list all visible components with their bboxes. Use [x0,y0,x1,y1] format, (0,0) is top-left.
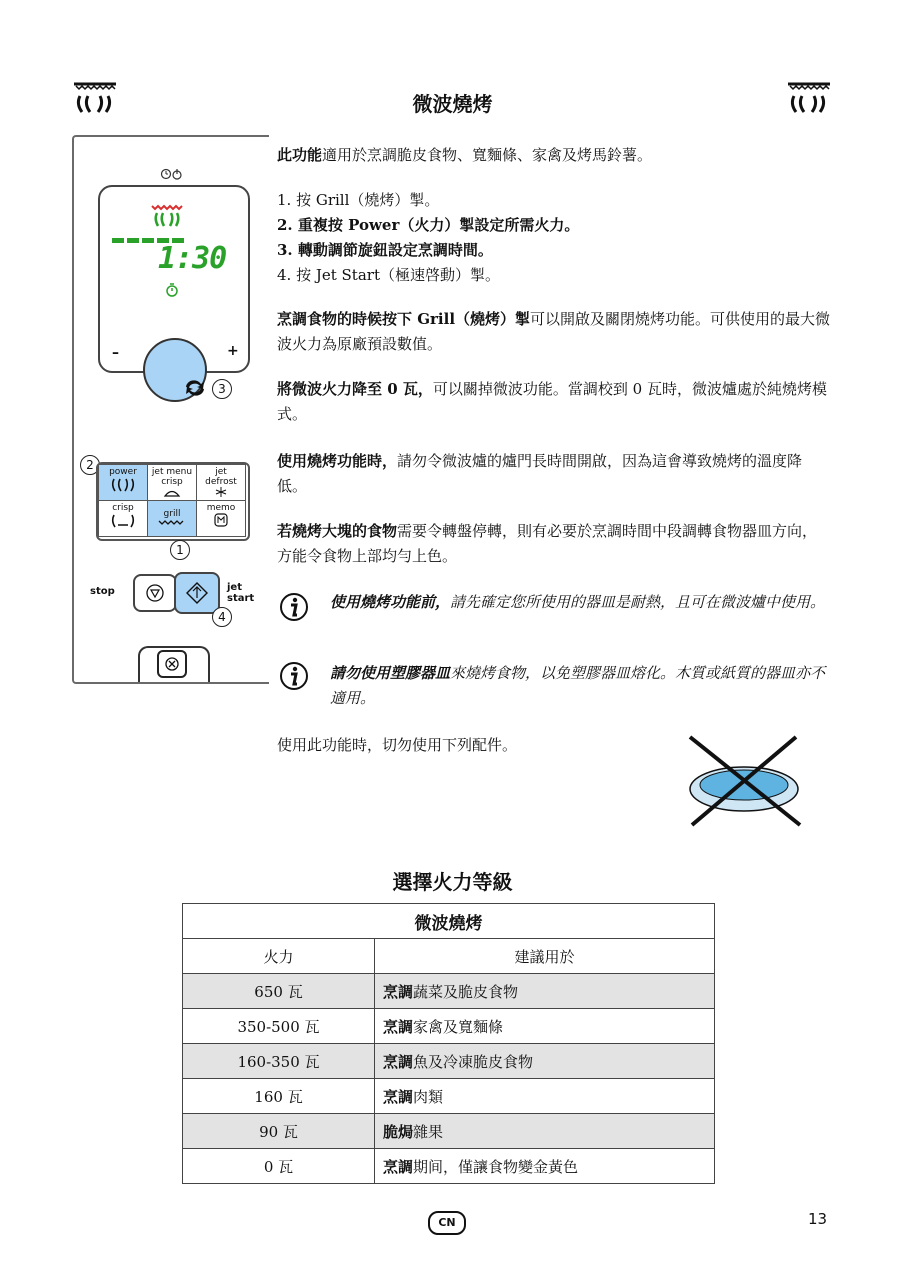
p2-bold: 將微波火力降至 0 瓦， [277,380,433,398]
info-icon [279,592,309,622]
snowflake-icon [215,487,227,497]
use-text: 肉類 [413,1087,444,1106]
note1-bold: 使用燒烤功能前， [330,593,451,611]
paragraph-large-food [277,519,832,569]
power-button-label: power [109,467,137,477]
info-icon [279,661,309,691]
paragraph-zero-watts [277,377,832,427]
intro-paragraph [277,143,832,168]
step-1: 1. 按 Grill（燒烤）掣。 [277,191,440,209]
power-button[interactable] [98,464,148,501]
menu-dish-icon [162,487,182,499]
door-open-icon [159,652,185,676]
stop-button[interactable] [133,574,177,612]
power-cell: 0 瓦 [183,1149,375,1184]
use-text: 蔬菜及脆皮食物 [413,982,519,1001]
accessory-warning: 使用此功能時，切勿使用下列配件。 [277,736,518,754]
use-bold: 烹調 [383,982,414,1001]
crisp-button[interactable] [98,500,148,537]
step-3: 3. 轉動調節旋鈕設定烹調時間。 [277,241,493,259]
rotate-arrows-icon [182,377,208,399]
grill-zigzag-icon [157,519,187,527]
plus-label: + [227,343,239,359]
grill-button-label: grill [163,509,181,519]
callout-2: 2 [80,455,100,475]
table-row [183,1044,715,1079]
minus-label: – [112,345,119,361]
stop-label: stop [90,586,115,597]
use-cell [375,1009,715,1044]
memo-button[interactable] [196,500,246,537]
crisp-button-label: crisp [112,503,134,513]
note-plastic [330,661,830,711]
page-number: 13 [808,1210,828,1228]
p3-bold: 使用燒烤功能時， [277,452,398,470]
crossed-dish-icon [684,733,806,829]
stop-icon [135,576,175,610]
power-cell: 90 瓦 [183,1114,375,1149]
intro-bold: 此功能 [277,146,323,164]
power-waves-icon [108,477,138,493]
use-bold: 烹調 [383,1157,414,1176]
callout-4: 4 [212,607,232,627]
jet-start-button[interactable] [174,572,220,614]
grill-button[interactable] [147,500,197,537]
timer-icon [165,282,179,298]
paragraph-door-warning [277,449,832,499]
p3-text: 請勿令微波爐的爐門長時間開啟，因為這會導致燒烤的溫度降低。 [277,452,803,495]
step-2: 2. 重複按 Power（火力）掣設定所需火力。 [277,216,580,234]
use-cell [375,1044,715,1079]
power-level-table [182,903,715,1184]
clock-power-icon [160,167,184,181]
power-cell: 350-500 瓦 [183,1009,375,1044]
door-open-button[interactable] [157,650,187,678]
display-time: 1:30 [158,241,227,276]
language-badge: CN [428,1211,466,1235]
page-title: 微波燒烤 [412,92,493,116]
step-4: 4. 按 Jet Start（極速啓動）掣。 [277,266,500,284]
paragraph-grill-toggle [277,307,832,357]
table-row [183,1149,715,1184]
power-cell: 160 瓦 [183,1079,375,1114]
callout-3: 3 [212,379,232,399]
table-row [183,974,715,1009]
callout-1: 1 [170,540,190,560]
use-cell [375,1149,715,1184]
note-heatproof [330,590,830,615]
memo-icon [214,513,228,527]
intro-text: 適用於烹調脆皮食物、寬麵條、家禽及烤馬鈴薯。 [322,146,653,164]
table-caption: 微波燒烤 [183,904,715,939]
use-cell [375,1079,715,1114]
column-header-use: 建議用於 [375,939,715,974]
p4-text: 需要令轉盤停轉，則有必要於烹調時間中段調轉食物器皿方向，方能令食物上部均勻上色。 [277,522,818,565]
table-header-row [183,939,715,974]
jet-defrost-label: jet defrost [205,467,237,487]
note1-text: 請先確定您所使用的器皿是耐熱，且可在微波爐中使用。 [450,593,826,611]
table-row [183,1079,715,1114]
jet-menu-label: jet menu crisp [151,467,193,487]
function-button-grid [96,462,250,541]
grill-icon-right [786,80,832,116]
jet-menu-crisp-button[interactable] [147,464,197,501]
table-row [183,1114,715,1149]
power-cell: 160-350 瓦 [183,1044,375,1079]
memo-button-label: memo [206,503,236,513]
table-row [183,1009,715,1044]
crisp-icon [108,513,138,529]
jet-defrost-button[interactable] [196,464,246,501]
use-text: 雜果 [413,1122,444,1141]
note2-text: 來燒烤食物，以免塑膠器皿熔化。木質或紙質的器皿亦不適用。 [330,664,826,707]
steps-list [277,188,832,288]
table-caption-row [183,904,715,939]
power-cell: 650 瓦 [183,974,375,1009]
grill-indicator-icon [150,203,184,229]
jet-start-label: jet start [227,582,255,604]
p1-text: 可以開啟及關閉燒烤功能。可供使用的最大微波火力為原廠預設數值。 [277,310,831,353]
use-bold: 脆焗 [383,1122,414,1141]
use-text: 魚及冷凍脆皮食物 [413,1052,534,1071]
p1-bold: 烹調食物的時候按下 Grill（燒烤）掣 [277,310,531,328]
column-header-power: 火力 [183,939,375,974]
use-bold: 烹調 [383,1017,414,1036]
p2-text: 可以關掉微波功能。當調校到 0 瓦時，微波爐處於純燒烤模式。 [277,380,827,423]
use-cell [375,1114,715,1149]
p4-bold: 若燒烤大塊的食物 [277,522,398,540]
note2-bold: 請勿使用塑膠器皿 [330,664,451,682]
start-icon [176,574,218,612]
use-bold: 烹調 [383,1052,414,1071]
use-text: 期间，僅讓食物變金黃色 [413,1157,579,1176]
use-bold: 烹調 [383,1087,414,1106]
power-table-heading: 選擇火力等級 [392,870,513,894]
use-cell [375,974,715,1009]
use-text: 家禽及寬麵條 [413,1017,504,1036]
